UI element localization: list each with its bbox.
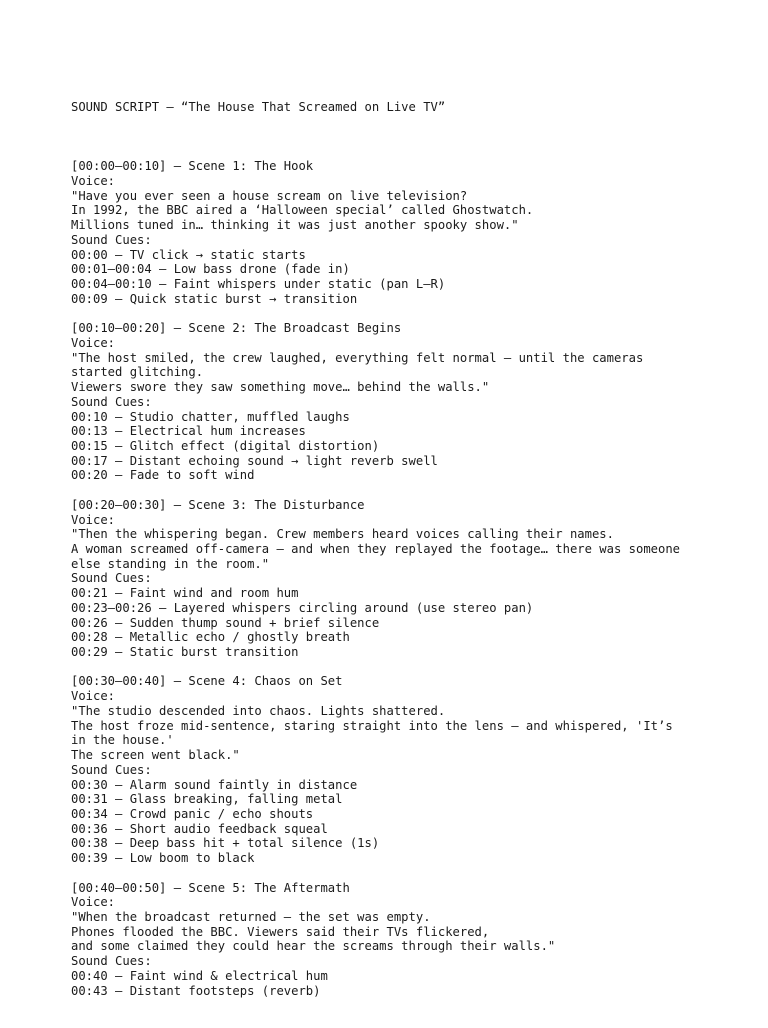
sound-cue: 00:43 – Distant footsteps (reverb): [71, 983, 321, 998]
sound-cue: 00:10 – Studio chatter, muffled laughs: [71, 409, 350, 424]
voice-line: "When the broadcast returned — the set was empty.: [71, 909, 431, 924]
voice-line: in the house.': [71, 733, 174, 748]
sound-cue: 00:23–00:26 – Layered whispers circling around (use stereo pan): [71, 600, 534, 615]
sound-cue: 00:39 – Low boom to black: [71, 851, 255, 866]
scene-block: [71, 674, 731, 865]
sound-cue: 00:31 – Glass breaking, falling metal: [71, 792, 343, 807]
document-title: SOUND SCRIPT — “The House That Screamed on Live TV”: [71, 100, 446, 115]
scene-heading: [00:40–00:50] — Scene 5: The Aftermath: [71, 880, 350, 895]
scene-block: [71, 159, 731, 306]
voice-line: started glitching.: [71, 365, 204, 380]
voice-label: Voice:: [71, 335, 116, 350]
sound-cue: 00:40 – Faint wind & electrical hum: [71, 968, 328, 983]
sound-cue: 00:26 – Sudden thump sound + brief silence: [71, 615, 380, 630]
voice-line: In 1992, the BBC aired a ‘Halloween special’ called Ghostwatch.: [71, 203, 534, 218]
sound-cue: 00:29 – Static burst transition: [71, 645, 299, 660]
scene-heading: [00:00–00:10] — Scene 1: The Hook: [71, 159, 314, 174]
sound-cue: 00:30 – Alarm sound faintly in distance: [71, 777, 358, 792]
sound-cues-label: Sound Cues:: [71, 762, 152, 777]
sound-cue: 00:34 – Crowd panic / echo shouts: [71, 806, 314, 821]
voice-line: Millions tuned in… thinking it was just another spooky show.": [71, 218, 519, 233]
voice-line: "The host smiled, the crew laughed, everything felt normal — until the cameras: [71, 350, 644, 365]
sound-cue: 00:00 – TV click → static starts: [71, 247, 306, 262]
voice-line: else standing in the room.": [71, 556, 270, 571]
sound-cues-label: Sound Cues:: [71, 954, 152, 969]
sound-cue: 00:15 – Glitch effect (digital distortion): [71, 438, 380, 453]
sound-cue: 00:09 – Quick static burst → transition: [71, 291, 358, 306]
voice-line: and some claimed they could hear the screams through their walls.": [71, 939, 556, 954]
sound-cue: 00:17 – Distant echoing sound → light reverb swell: [71, 453, 438, 468]
voice-line: Viewers swore they saw something move… behind the walls.": [71, 380, 490, 395]
sound-cue: 00:13 – Electrical hum increases: [71, 424, 306, 439]
voice-label: Voice:: [71, 512, 116, 527]
scene-heading: [00:30–00:40] — Scene 4: Chaos on Set: [71, 674, 343, 689]
voice-line: The screen went black.": [71, 748, 240, 763]
voice-line: A woman screamed off-camera — and when they replayed the footage… there was someone: [71, 542, 681, 556]
scene-heading: [00:10–00:20] — Scene 2: The Broadcast Begins: [71, 321, 402, 336]
voice-line: Phones flooded the BBC. Viewers said their TVs flickered,: [71, 924, 490, 939]
sound-cue: 00:36 – Short audio feedback squeal: [71, 821, 328, 836]
sound-cue: 00:20 – Fade to soft wind: [71, 468, 255, 483]
scenes-container: [71, 159, 731, 998]
sound-cue: 00:04–00:10 – Faint whispers under static (pan L–R): [71, 277, 446, 292]
sound-cue: 00:28 – Metallic echo / ghostly breath: [71, 630, 350, 645]
scene-block: [71, 321, 731, 483]
scene-heading: [00:20–00:30] — Scene 3: The Disturbance: [71, 497, 365, 512]
sound-cues-label: Sound Cues:: [71, 571, 152, 586]
voice-line: "Then the whispering began. Crew members heard voices calling their names.: [71, 527, 614, 542]
sound-cues-label: Sound Cues:: [71, 394, 152, 409]
voice-label: Voice:: [71, 174, 116, 189]
voice-line: "The studio descended into chaos. Lights shattered.: [71, 703, 446, 718]
sound-cue: 00:21 – Faint wind and room hum: [71, 586, 299, 601]
scene-block: [71, 498, 731, 660]
sound-cue: 00:01–00:04 – Low bass drone (fade in): [71, 262, 350, 277]
sound-cue: 00:38 – Deep bass hit + total silence (1s): [71, 836, 380, 851]
sound-cues-label: Sound Cues:: [71, 232, 152, 247]
voice-label: Voice:: [71, 895, 116, 910]
voice-line: "Have you ever seen a house scream on live television?: [71, 188, 468, 203]
voice-line: The host froze mid-sentence, staring straight into the lens — and whispered, 'It’s: [71, 718, 673, 733]
voice-label: Voice:: [71, 689, 116, 704]
document-page: [71, 71, 731, 1028]
scene-block: [71, 881, 731, 999]
